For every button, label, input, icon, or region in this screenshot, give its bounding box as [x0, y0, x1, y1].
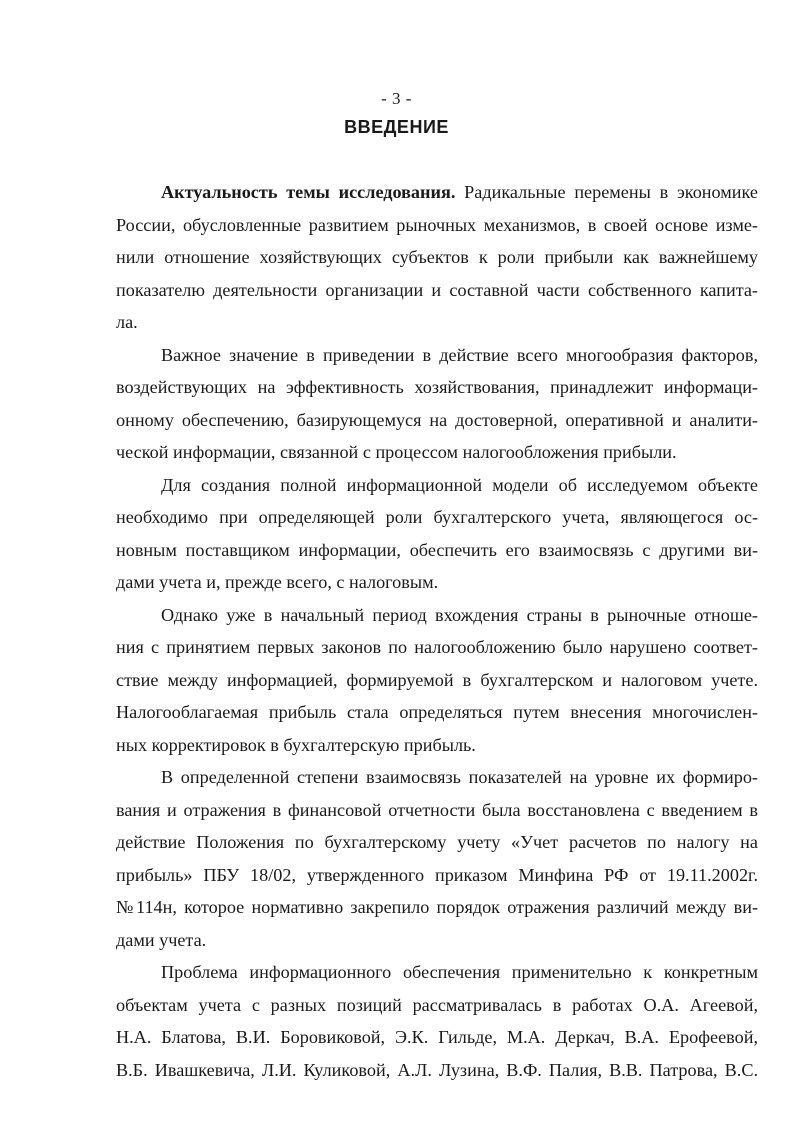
text-line: Однако уже в начальный период вхождения страны в рыночные отноше- — [161, 604, 758, 625]
paragraph-relevance — [116, 176, 758, 339]
text-line: России, обусловленные развитием рыночных механизмов, в своей основе изме- — [116, 214, 758, 235]
text-line: Проблема информационного обеспечения применительно к конкретным — [161, 962, 758, 982]
text-line: воздействующих на эффективность хозяйствования, принадлежит информаци- — [116, 377, 758, 397]
text-line: Для создания полной информационной модели об исследуемом объекте — [161, 474, 758, 495]
page-title: ВВЕДЕНИЕ — [344, 117, 449, 137]
paragraph — [116, 599, 758, 762]
text-line: новным поставщиком информации, обеспечить его взаимосвязь с другими ви- — [116, 539, 758, 560]
text-line: Актуальность темы исследования. Радикальные перемены в экономике — [161, 182, 758, 202]
text-line: Важное значение в приведении в действие всего многообразия факторов, — [161, 344, 758, 365]
paragraph — [116, 956, 758, 1086]
text-line: ствие между информацией, формируемой в бухгалтерском и налоговом учете. — [116, 669, 758, 690]
text-line: ния с принятием первых законов по налогообложению было нарушено соответ- — [116, 637, 758, 657]
text-line: ческой информации, связанной с процессом налогообложения прибыли. — [116, 442, 677, 462]
paragraph — [116, 339, 758, 469]
text-line: нили отношение хозяйствующих субъектов к роли прибыли как важнейшему — [116, 247, 758, 267]
text-line: ных корректировок в бухгалтерскую прибыль. — [116, 734, 476, 755]
text-line: вания и отражения в финансовой отчетности была восстановлена с введением в — [116, 799, 758, 820]
body-text — [116, 176, 758, 1086]
text-line: онному обеспечению, базирующемуся на достоверной, оперативной и аналити- — [116, 409, 758, 430]
text-line: дами учета и, прежде всего, с налоговым. — [116, 572, 439, 592]
paragraph-lead: Актуальность темы исследования. — [161, 182, 456, 202]
text-line: В определенной степени взаимосвязь показателей на уровне их формиро- — [161, 767, 758, 787]
text-line: объектам учета с разных позиций рассматривалась в работах О.А. Агеевой, — [116, 994, 758, 1015]
page-number: - 3 - — [381, 89, 412, 108]
text-line: В.Б. Ивашкевича, Л.И. Куликовой, А.Л. Лузина, В.Ф. Палия, В.В. Патрова, В.С. — [116, 1059, 758, 1080]
text-line: прибыль» ПБУ 18/02, утвержденного приказом Минфина РФ от 19.11.2002г. — [116, 864, 758, 885]
text-line: Н.А. Блатова, В.И. Боровиковой, Э.К. Гильде, М.А. Деркач, В.А. Ерофеевой, — [116, 1027, 758, 1047]
text-line: Налогооблагаемая прибыль стала определяться путем внесения многочислен- — [116, 702, 758, 722]
paragraph — [116, 761, 758, 956]
text-line: необходимо при определяющей роли бухгалтерского учета, являющегося ос- — [116, 507, 758, 527]
text-line: ла. — [116, 312, 138, 332]
paragraph — [116, 469, 758, 599]
text-line: действие Положения по бухгалтерскому учету «Учет расчетов по налогу на — [116, 832, 758, 852]
text-line: дами учета. — [116, 929, 207, 950]
text-line: показателю деятельности организации и составной части собственного капита- — [116, 279, 758, 300]
text-line: №114н, которое нормативно закрепило порядок отражения различий между ви- — [116, 897, 758, 917]
